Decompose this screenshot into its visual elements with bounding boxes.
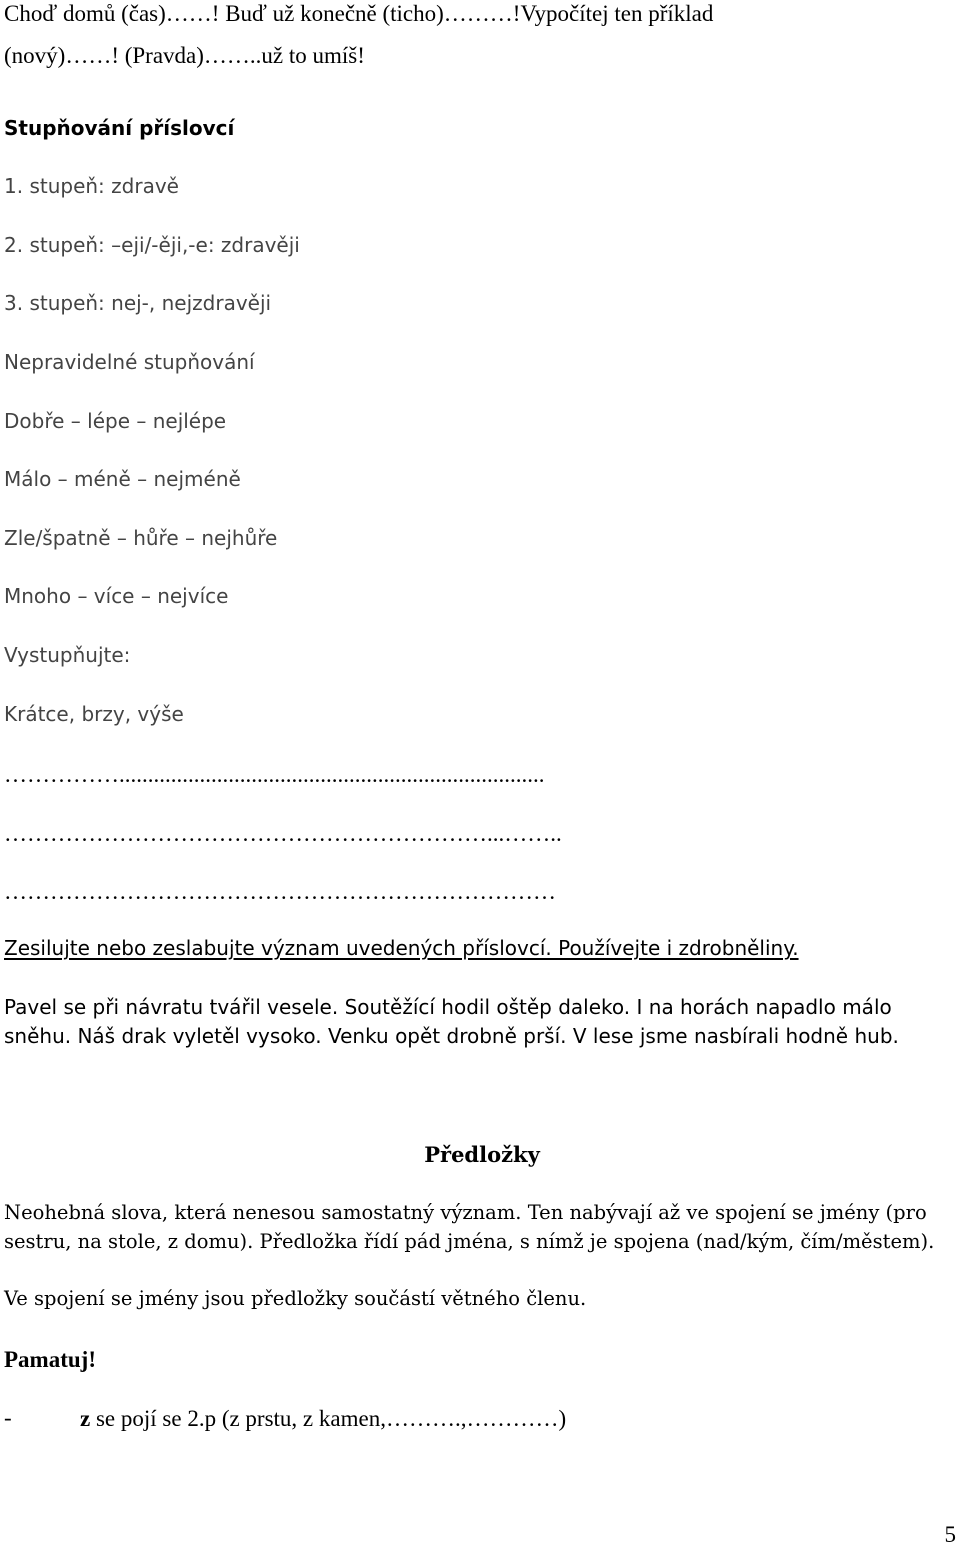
irregular-item: Zle/špatně – hůře – nejhůře (4, 526, 278, 550)
task-words: Krátce, brzy, výše (4, 702, 184, 726)
irregular-item: Dobře – lépe – nejlépe (4, 409, 227, 433)
answer-blank-2: ………………………………………………………...…….. (4, 821, 562, 846)
degree-1: 1. stupeň: zdravě (4, 174, 179, 198)
imperative-line-2: (nový)……! (Pravda)……..už to umíš! (4, 43, 365, 68)
rule-text: se pojí se 2.p (z prstu, z kamen,……….,…………) (90, 1406, 567, 1431)
imperative-line-1: Choď domů (čas)……! Buď už konečně (ticho)………!Vypočítej ten příklad (4, 1, 714, 26)
prepositions-definition: Neohebná slova, která nenesou samostatný význam. Ten nabývají až ve spojení se jmény (pro sestru, na stole, z domu). Předložka řídí pád jména, s nímž je spojena (nad/kým, čím/městem). (4, 1201, 935, 1253)
list-dash: - (4, 1405, 12, 1430)
remember-label: Pamatuj! (4, 1347, 96, 1372)
degree-2: 2. stupeň: –eji/-ěji,-e: zdravěji (4, 233, 300, 257)
exercise-text: Pavel se při návratu tvářil vesele. Soutěžící hodil oštěp daleko. I na horách napadlo málo sněhu. Náš drak vyletěl vysoko. Venku opět drobně prší. V lese jsme nasbírali hodně hub. (4, 995, 899, 1048)
irregular-item: Mnoho – více – nejvíce (4, 584, 229, 608)
answer-blank-3: ……………………………………………………………… (4, 879, 556, 904)
degree-3: 3. stupeň: nej-, nejzdravěji (4, 291, 272, 315)
irregular-heading: Nepravidelné stupňování (4, 350, 255, 374)
rule-line (80, 1406, 566, 1432)
answer-blank-1: …………….......................................................................... (4, 762, 545, 787)
rule-keyword: z (80, 1406, 91, 1431)
page-number: 5 (944, 1522, 956, 1547)
irregular-item: Málo – méně – nejméně (4, 467, 241, 491)
exercise-instruction: Zesilujte nebo zeslabujte význam uvedených příslovcí. Používejte i zdrobněliny. (4, 936, 799, 960)
adverbs-heading: Stupňování příslovcí (4, 116, 235, 140)
prepositions-sentence-role: Ve spojení se jmény jsou předložky součástí větného členu. (4, 1287, 587, 1310)
task-label: Vystupňujte: (4, 643, 131, 667)
prepositions-heading: Předložky (424, 1142, 540, 1167)
